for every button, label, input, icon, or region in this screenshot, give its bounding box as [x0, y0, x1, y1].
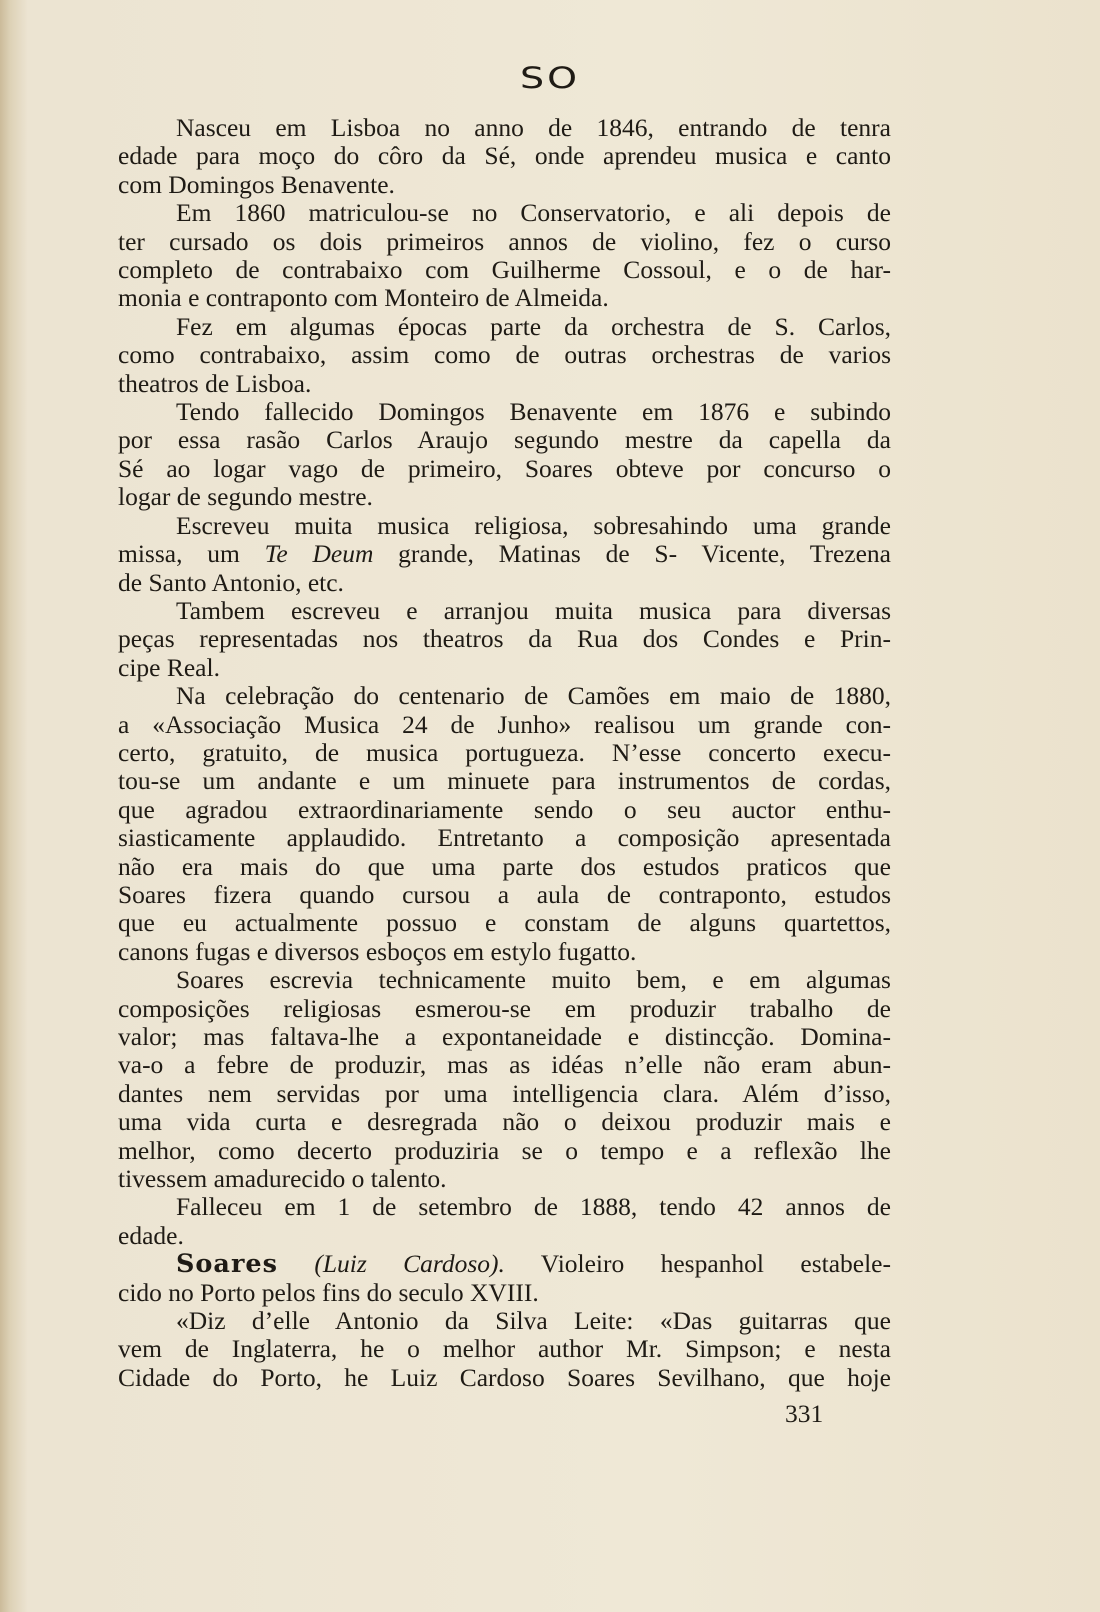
text-line [118, 853, 891, 881]
text-line [118, 909, 891, 937]
text-line [118, 569, 891, 597]
text-line [118, 654, 891, 682]
line-text: grande, Matinas de S- Vicente, Trezena [373, 539, 891, 569]
text-line [118, 739, 891, 767]
text-line [118, 256, 891, 284]
line-text: valor; mas faltava-lhe a expontaneidade e distincção. Domina- [118, 1022, 891, 1051]
text-line [118, 881, 891, 909]
text-line [118, 1080, 891, 1108]
text-line [118, 114, 891, 142]
line-text: tivessem amadurecido o talento. [118, 1164, 447, 1194]
line-text: composições religiosas esmerou-se em produzir trabalho de [118, 993, 891, 1023]
line-text: edade. [118, 1220, 184, 1250]
text-line [118, 398, 891, 426]
text-line [118, 512, 891, 540]
text-line [118, 1307, 891, 1335]
text-line [118, 1165, 891, 1193]
entry-heading: Soares [176, 1249, 278, 1280]
text-line [118, 597, 891, 625]
line-text: siasticamente applaudido. Entretanto a composição apresentada [118, 823, 891, 853]
text-line [118, 995, 891, 1023]
text-line [118, 767, 891, 795]
line-text: cipe Real. [118, 652, 220, 682]
line-text: com Domingos Benavente. [118, 169, 395, 199]
line-text: Sé ao logar vago de primeiro, Soares obteve por concurso o [118, 453, 891, 483]
text-line [118, 1023, 891, 1051]
line-text: não era mais do que uma parte dos estudos praticos que [118, 851, 891, 881]
line-text: canons fugas e diversos esboços em estylo fugatto. [118, 936, 637, 966]
line-text: Tambem escreveu e arranjou muita musica para diversas [176, 595, 891, 625]
line-text: por essa rasão Carlos Araujo segundo mestre da capella da [118, 425, 891, 455]
line-text: Escreveu muita musica religiosa, sobresahindo uma grande [176, 510, 891, 540]
text-line [118, 1279, 891, 1307]
text-line [118, 483, 891, 511]
line-text: Cidade do Porto, he Luiz Cardoso Soares Sevilhano, que hoje [118, 1362, 891, 1392]
line-text: que eu actualmente possuo e constam de alguns quartettos, [118, 908, 891, 938]
text-line [118, 199, 891, 227]
text-line [118, 1108, 891, 1136]
text-line [118, 1137, 891, 1165]
line-text: a «Associação Musica 24 de Junho» realisou um grande con- [118, 709, 891, 739]
text-line [118, 341, 891, 369]
line-text: edade para moço do côro da Sé, onde aprendeu musica e canto [118, 141, 891, 171]
line-text: Fez em algumas épocas parte da orchestra de S. Carlos, [176, 311, 891, 341]
line-text: de Santo Antonio, etc. [118, 567, 344, 597]
italic-text: (Luiz Cardoso). [277, 1249, 505, 1279]
body-text [118, 114, 891, 1392]
line-text: va-o a febre de produzir, mas as idéas n’elle não eram abun- [118, 1050, 891, 1080]
line-text: Soares fizera quando cursou a aula de contraponto, estudos [118, 879, 891, 909]
text-line [118, 1250, 891, 1278]
line-text: uma vida curta e desregrada não o deixou produzir mais e [118, 1107, 891, 1137]
line-text: monia e contraponto com Monteiro de Almeida. [118, 283, 609, 313]
text-line [118, 824, 891, 852]
text-line [118, 540, 891, 568]
italic-text: Te Deum [264, 539, 374, 569]
text-line [118, 142, 891, 170]
line-text: vem de Inglaterra, he o melhor author Mr. Simpson; e nesta [118, 1334, 891, 1364]
text-line [118, 171, 891, 199]
line-text: melhor, como decerto produziria se o tempo e a reflexão lhe [118, 1135, 891, 1165]
page-number: 331 [785, 1399, 824, 1428]
text-line [118, 1222, 891, 1250]
text-line [118, 370, 891, 398]
text-line [118, 1051, 891, 1079]
line-text: missa, um [118, 539, 265, 569]
line-text: Tendo fallecido Domingos Benavente em 1876 e subindo [176, 397, 891, 427]
text-line [118, 284, 891, 312]
line-text: Falleceu em 1 de setembro de 1888, tendo 42 annos de [176, 1192, 891, 1222]
line-text: Nasceu em Lisboa no anno de 1846, entrando de tenra [176, 113, 891, 142]
line-text: Na celebração do centenario de Camões em maio de 1880, [176, 681, 891, 711]
text-line [118, 966, 891, 994]
line-text: completo de contrabaixo com Guilherme Cossoul, e o de har- [118, 255, 891, 285]
line-text: «Diz d’elle Antonio da Silva Leite: «Das guitarras que [176, 1306, 891, 1336]
line-text: Violeiro hespanhol estabele- [504, 1249, 891, 1279]
line-text: Em 1860 matriculou-se no Conservatorio, e ali depois de [176, 198, 891, 228]
text-line [118, 711, 891, 739]
line-text: peças representadas nos theatros da Rua dos Condes e Prin- [118, 624, 891, 654]
text-line [118, 1193, 891, 1221]
text-line [118, 796, 891, 824]
line-text: dantes nem servidas por uma intelligencia clara. Além d’isso, [118, 1078, 891, 1108]
line-text: ter cursado os dois primeiros annos de violino, fez o curso [118, 226, 891, 256]
text-line [118, 938, 891, 966]
line-text: logar de segundo mestre. [118, 482, 373, 512]
line-text: tou-se um andante e um minuete para instrumentos de cordas, [118, 766, 891, 796]
line-text: Soares escrevia technicamente muito bem, e em algumas [176, 965, 891, 995]
line-text: theatros de Lisboa. [118, 368, 312, 398]
text-line [118, 1364, 891, 1392]
line-text: cido no Porto pelos fins do seculo XVIII. [118, 1277, 539, 1307]
line-text: como contrabaixo, assim como de outras orchestras de varios [118, 340, 891, 370]
running-header: SO [519, 60, 581, 96]
line-text: certo, gratuito, de musica portugueza. N’esse concerto execu- [118, 737, 891, 767]
text-line [118, 228, 891, 256]
text-line [118, 455, 891, 483]
text-line [118, 682, 891, 710]
text-line [118, 625, 891, 653]
line-text: que agradou extraordinariamente sendo o seu auctor enthu- [118, 794, 891, 824]
text-line [118, 313, 891, 341]
text-line [118, 1335, 891, 1363]
text-line [118, 426, 891, 454]
